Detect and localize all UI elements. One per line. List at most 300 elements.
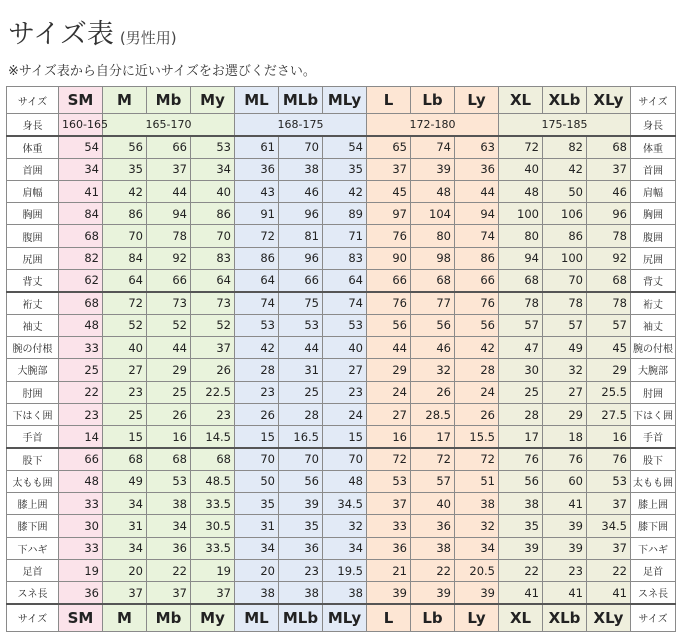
table-cell: 46 (279, 180, 323, 202)
table-cell: 33 (367, 515, 411, 537)
row-label: 胸囲 (631, 203, 676, 225)
table-cell: 56 (367, 314, 411, 336)
row-label: 胸囲 (7, 203, 59, 225)
table-cell: 57 (587, 314, 631, 336)
table-cell: 100 (543, 247, 587, 269)
row-label: 股下 (631, 448, 676, 470)
table-cell: 68 (587, 136, 631, 158)
table-cell: 39 (411, 582, 455, 604)
table-cell: 47 (499, 336, 543, 358)
table-cell: 37 (147, 158, 191, 180)
table-cell: 104 (411, 203, 455, 225)
table-cell: 24 (323, 403, 367, 425)
table-cell: 15 (235, 426, 279, 448)
table-cell: 41 (499, 582, 543, 604)
table-cell: 72 (499, 136, 543, 158)
table-cell: 40 (499, 158, 543, 180)
table-cell: 19 (59, 559, 103, 581)
table-cell: 54 (323, 136, 367, 158)
row-label: 下はく囲 (631, 403, 676, 425)
table-cell: 30.5 (191, 515, 235, 537)
size-header-XL: XL (499, 604, 543, 631)
table-cell: 84 (103, 247, 147, 269)
table-cell: 30 (499, 359, 543, 381)
table-cell: 44 (367, 336, 411, 358)
table-cell: 37 (191, 582, 235, 604)
table-cell: 19.5 (323, 559, 367, 581)
row-label: 尻囲 (7, 247, 59, 269)
table-cell: 28 (235, 359, 279, 381)
table-cell: 68 (411, 270, 455, 292)
table-cell: 78 (543, 292, 587, 314)
table-cell: 72 (411, 448, 455, 470)
table-cell: 90 (367, 247, 411, 269)
table-cell: 24 (455, 381, 499, 403)
table-cell: 27 (103, 359, 147, 381)
table-cell: 48 (499, 180, 543, 202)
row-label: 裄丈 (631, 292, 676, 314)
table-cell: 48 (59, 470, 103, 492)
table-cell: 42 (455, 336, 499, 358)
table-cell: 64 (191, 270, 235, 292)
table-cell: 80 (411, 225, 455, 247)
table-cell: 34 (147, 515, 191, 537)
table-cell: 16 (367, 426, 411, 448)
table-cell: 53 (587, 470, 631, 492)
table-cell: 94 (499, 247, 543, 269)
table-cell: 32 (323, 515, 367, 537)
table-cell: 56 (455, 314, 499, 336)
table-cell: 34 (455, 537, 499, 559)
size-header-SM: SM (59, 604, 103, 631)
row-label: 腕の付根 (631, 336, 676, 358)
table-cell: 83 (191, 247, 235, 269)
table-cell: 44 (147, 180, 191, 202)
row-label: 腹囲 (631, 225, 676, 247)
row-label: 膝下囲 (631, 515, 676, 537)
row-label: 下ハギ (631, 537, 676, 559)
table-cell: 68 (499, 270, 543, 292)
table-cell: 21 (367, 559, 411, 581)
table-cell: 72 (103, 292, 147, 314)
table-cell: 49 (543, 336, 587, 358)
table-row (7, 493, 676, 515)
table-row (7, 270, 676, 292)
table-row (7, 515, 676, 537)
height-range: 172-180 (367, 114, 499, 136)
row-label: スネ長 (7, 582, 59, 604)
table-row (7, 180, 676, 202)
table-cell: 68 (59, 225, 103, 247)
table-cell: 22 (411, 559, 455, 581)
table-cell: 34.5 (323, 493, 367, 515)
table-cell: 27.5 (587, 403, 631, 425)
table-cell: 25 (499, 381, 543, 403)
table-cell: 14 (59, 426, 103, 448)
size-header-XLy: XLy (587, 604, 631, 631)
table-cell: 39 (543, 515, 587, 537)
table-cell: 52 (103, 314, 147, 336)
table-row (7, 403, 676, 425)
table-cell: 32 (411, 359, 455, 381)
note-text: ※サイズ表から自分に近いサイズをお選びください。 (8, 64, 316, 79)
table-cell: 72 (235, 225, 279, 247)
table-cell: 42 (543, 158, 587, 180)
table-cell: 26 (147, 403, 191, 425)
size-label: サイズ (7, 604, 59, 631)
row-label: 腹囲 (7, 225, 59, 247)
table-cell: 48 (411, 180, 455, 202)
table-cell: 22 (499, 559, 543, 581)
table-cell: 16 (587, 426, 631, 448)
table-row (7, 470, 676, 492)
table-cell: 76 (367, 225, 411, 247)
table-row (7, 203, 676, 225)
table-cell: 68 (191, 448, 235, 470)
table-cell: 17 (499, 426, 543, 448)
table-cell: 36 (147, 537, 191, 559)
row-label: 股下 (7, 448, 59, 470)
table-cell: 33.5 (191, 493, 235, 515)
table-cell: 96 (279, 203, 323, 225)
table-row (7, 559, 676, 581)
size-header-Mb: Mb (147, 87, 191, 114)
table-cell: 23 (103, 381, 147, 403)
table-cell: 37 (587, 158, 631, 180)
table-cell: 56 (411, 314, 455, 336)
table-cell: 35 (279, 515, 323, 537)
table-cell: 28 (499, 403, 543, 425)
table-cell: 43 (235, 180, 279, 202)
table-cell: 41 (543, 493, 587, 515)
table-cell: 38 (455, 493, 499, 515)
row-label: 肩幅 (631, 180, 676, 202)
row-label: 袖丈 (631, 314, 676, 336)
table-cell: 35 (103, 158, 147, 180)
table-cell: 28 (455, 359, 499, 381)
row-label: 背丈 (631, 270, 676, 292)
table-cell: 35 (499, 515, 543, 537)
table-cell: 60 (543, 470, 587, 492)
size-header-M: M (103, 604, 147, 631)
size-header-Lb: Lb (411, 604, 455, 631)
table-cell: 22 (59, 381, 103, 403)
table-cell: 29 (367, 359, 411, 381)
table-cell: 38 (235, 582, 279, 604)
table-cell: 61 (235, 136, 279, 158)
size-header-ML: ML (235, 87, 279, 114)
table-cell: 53 (323, 314, 367, 336)
table-cell: 26 (455, 403, 499, 425)
table-cell: 27 (323, 359, 367, 381)
table-cell: 31 (279, 359, 323, 381)
table-cell: 34 (103, 537, 147, 559)
table-cell: 37 (103, 582, 147, 604)
table-cell: 53 (279, 314, 323, 336)
table-cell: 42 (323, 180, 367, 202)
size-header-My: My (191, 604, 235, 631)
table-cell: 86 (103, 203, 147, 225)
table-cell: 23 (235, 381, 279, 403)
row-label: 首囲 (7, 158, 59, 180)
table-cell: 31 (235, 515, 279, 537)
table-cell: 34 (235, 537, 279, 559)
table-cell: 24 (367, 381, 411, 403)
row-label: 大腕部 (7, 359, 59, 381)
table-cell: 71 (323, 225, 367, 247)
table-cell: 29 (543, 403, 587, 425)
row-label: 首囲 (631, 158, 676, 180)
table-cell: 77 (411, 292, 455, 314)
table-cell: 40 (323, 336, 367, 358)
table-cell: 68 (59, 292, 103, 314)
size-header-ML: ML (235, 604, 279, 631)
table-cell: 36 (367, 537, 411, 559)
table-cell: 27 (543, 381, 587, 403)
table-cell: 36 (455, 158, 499, 180)
row-label: 身長 (7, 114, 59, 136)
row-label: 身長 (631, 114, 676, 136)
table-cell: 38 (499, 493, 543, 515)
table-cell: 73 (147, 292, 191, 314)
table-cell: 57 (411, 470, 455, 492)
table-cell: 76 (587, 448, 631, 470)
table-cell: 39 (455, 582, 499, 604)
table-cell: 70 (279, 136, 323, 158)
title-text: サイズ表 (8, 19, 114, 50)
table-cell: 78 (499, 292, 543, 314)
table-cell: 41 (543, 582, 587, 604)
row-label: 背丈 (7, 270, 59, 292)
table-cell: 49 (103, 470, 147, 492)
table-cell: 37 (367, 158, 411, 180)
row-label: 太もも囲 (631, 470, 676, 492)
table-cell: 22 (147, 559, 191, 581)
height-row (7, 114, 676, 136)
table-row (7, 537, 676, 559)
subtitle: (男性用) (119, 29, 177, 47)
table-cell: 41 (59, 180, 103, 202)
table-cell: 64 (103, 270, 147, 292)
size-label: サイズ (631, 87, 676, 114)
row-label: 足首 (7, 559, 59, 581)
size-header-MLb: MLb (279, 604, 323, 631)
table-cell: 20.5 (455, 559, 499, 581)
table-cell: 57 (543, 314, 587, 336)
table-cell: 74 (455, 225, 499, 247)
table-cell: 73 (191, 292, 235, 314)
table-cell: 53 (191, 136, 235, 158)
table-cell: 37 (587, 537, 631, 559)
table-cell: 81 (279, 225, 323, 247)
table-cell: 56 (279, 470, 323, 492)
size-header-Lb: Lb (411, 87, 455, 114)
table-cell: 70 (235, 448, 279, 470)
table-cell: 28 (279, 403, 323, 425)
table-cell: 53 (367, 470, 411, 492)
table-cell: 48 (323, 470, 367, 492)
table-cell: 34 (323, 537, 367, 559)
table-cell: 15 (103, 426, 147, 448)
table-cell: 56 (499, 470, 543, 492)
table-cell: 100 (499, 203, 543, 225)
table-cell: 92 (147, 247, 191, 269)
row-label: 手首 (631, 426, 676, 448)
table-cell: 98 (411, 247, 455, 269)
table-cell: 68 (587, 270, 631, 292)
table-cell: 26 (411, 381, 455, 403)
table-cell: 32 (455, 515, 499, 537)
table-cell: 41 (587, 582, 631, 604)
table-cell: 70 (543, 270, 587, 292)
table-row (7, 426, 676, 448)
table-row (7, 247, 676, 269)
table-cell: 22 (587, 559, 631, 581)
row-label: 下はく囲 (7, 403, 59, 425)
table-cell: 36 (411, 515, 455, 537)
table-cell: 86 (191, 203, 235, 225)
table-row (7, 158, 676, 180)
table-cell: 42 (103, 180, 147, 202)
table-cell: 34.5 (587, 515, 631, 537)
table-cell: 22.5 (191, 381, 235, 403)
row-label: 手首 (7, 426, 59, 448)
table-cell: 34 (103, 493, 147, 515)
table-cell: 14.5 (191, 426, 235, 448)
table-cell: 20 (235, 559, 279, 581)
table-cell: 50 (235, 470, 279, 492)
row-label: 膝下囲 (7, 515, 59, 537)
table-cell: 45 (587, 336, 631, 358)
row-label: 肩幅 (7, 180, 59, 202)
table-cell: 20 (103, 559, 147, 581)
table-cell: 92 (587, 247, 631, 269)
table-cell: 66 (59, 448, 103, 470)
table-cell: 66 (279, 270, 323, 292)
page-title (8, 12, 177, 51)
table-cell: 23 (59, 403, 103, 425)
size-header-XL: XL (499, 87, 543, 114)
table-cell: 34 (191, 158, 235, 180)
table-cell: 68 (103, 448, 147, 470)
size-header-M: M (103, 87, 147, 114)
table-cell: 38 (147, 493, 191, 515)
table-cell: 56 (103, 136, 147, 158)
table-cell: 44 (147, 336, 191, 358)
size-header-L: L (367, 604, 411, 631)
table-cell: 94 (147, 203, 191, 225)
table-cell: 29 (147, 359, 191, 381)
table-cell: 40 (103, 336, 147, 358)
table-cell: 40 (191, 180, 235, 202)
table-cell: 52 (147, 314, 191, 336)
table-cell: 17 (411, 426, 455, 448)
row-label: 肘囲 (631, 381, 676, 403)
table-row (7, 314, 676, 336)
table-cell: 52 (191, 314, 235, 336)
table-cell: 33 (59, 493, 103, 515)
table-cell: 54 (59, 136, 103, 158)
table-cell: 64 (323, 270, 367, 292)
row-label: 膝上囲 (631, 493, 676, 515)
table-cell: 66 (367, 270, 411, 292)
table-cell: 33 (59, 537, 103, 559)
size-header-Ly: Ly (455, 604, 499, 631)
table-cell: 15 (323, 426, 367, 448)
table-row (7, 381, 676, 403)
table-cell: 25 (279, 381, 323, 403)
row-label: 袖丈 (7, 314, 59, 336)
table-cell: 53 (147, 470, 191, 492)
table-cell: 78 (147, 225, 191, 247)
table-cell: 76 (543, 448, 587, 470)
table-cell: 80 (499, 225, 543, 247)
table-cell: 51 (455, 470, 499, 492)
table-row (7, 292, 676, 314)
table-cell: 38 (323, 582, 367, 604)
table-cell: 82 (543, 136, 587, 158)
table-row (7, 448, 676, 470)
table-cell: 84 (59, 203, 103, 225)
row-label: 腕の付根 (7, 336, 59, 358)
table-cell: 74 (235, 292, 279, 314)
table-cell: 45 (367, 180, 411, 202)
table-cell: 74 (323, 292, 367, 314)
table-cell: 23 (323, 381, 367, 403)
table-cell: 78 (587, 292, 631, 314)
table-cell: 70 (191, 225, 235, 247)
table-cell: 23 (279, 559, 323, 581)
table-cell: 32 (543, 359, 587, 381)
size-header-XLb: XLb (543, 87, 587, 114)
table-cell: 23 (191, 403, 235, 425)
table-cell: 37 (587, 493, 631, 515)
table-cell: 70 (279, 448, 323, 470)
row-label: 体重 (631, 136, 676, 158)
table-cell: 39 (411, 158, 455, 180)
row-label: 尻囲 (631, 247, 676, 269)
table-cell: 46 (587, 180, 631, 202)
size-header-row-bottom (7, 604, 676, 631)
table-cell: 31 (103, 515, 147, 537)
table-cell: 38 (279, 582, 323, 604)
table-cell: 66 (455, 270, 499, 292)
table-cell: 74 (411, 136, 455, 158)
table-cell: 65 (367, 136, 411, 158)
table-row (7, 136, 676, 158)
table-cell: 96 (279, 247, 323, 269)
table-cell: 75 (279, 292, 323, 314)
table-row (7, 225, 676, 247)
size-header-L: L (367, 87, 411, 114)
table-cell: 27 (367, 403, 411, 425)
table-cell: 70 (103, 225, 147, 247)
table-cell: 83 (323, 247, 367, 269)
table-cell: 91 (235, 203, 279, 225)
row-label: 太もも囲 (7, 470, 59, 492)
table-cell: 76 (499, 448, 543, 470)
table-cell: 28.5 (411, 403, 455, 425)
row-label: 膝上囲 (7, 493, 59, 515)
height-range: 160-165 (59, 114, 103, 136)
table-row (7, 336, 676, 358)
table-cell: 37 (367, 493, 411, 515)
height-range: 165-170 (103, 114, 235, 136)
size-label: サイズ (7, 87, 59, 114)
table-cell: 38 (279, 158, 323, 180)
row-label: 大腕部 (631, 359, 676, 381)
table-cell: 94 (455, 203, 499, 225)
